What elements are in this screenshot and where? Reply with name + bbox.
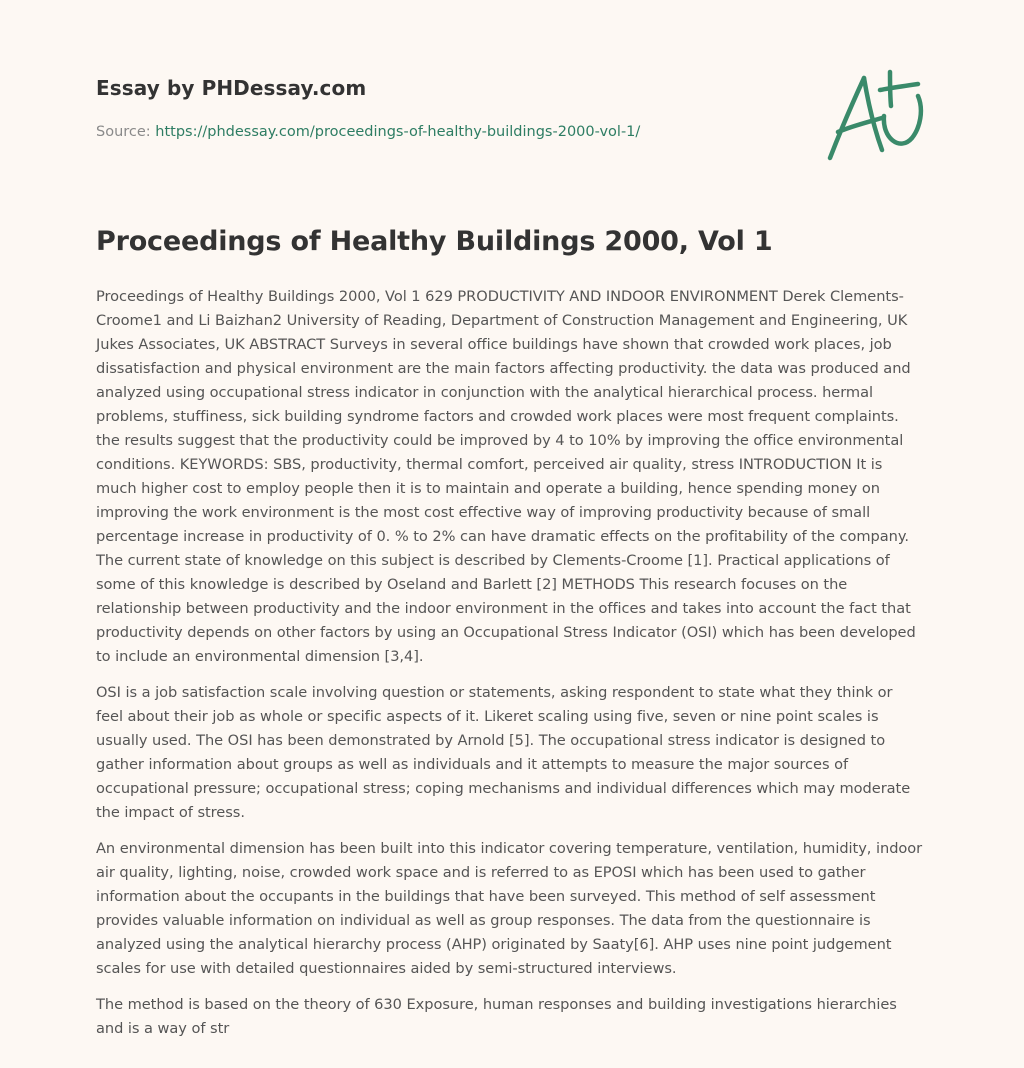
- source-line: [96, 124, 640, 140]
- essay-paragraph: The method is based on the theory of 630 Exposure, human responses and building investigations hierarchies and is a way of str: [96, 996, 897, 1037]
- essay-paragraph: An environmental dimension has been built into this indicator covering temperature, ventilation, humidity, indoor air quality, lighting, noise, crowded work space and is referred to as EPOSI which has been used to gather information about the occupants in the buildings that have been surveyed. This method of self assessment provides valuable information on individual as well as group responses. The data from the questionnaire is analyzed using the analytical hierarchy process (AHP) originated by Saaty[6]. AHP uses nine point judgement scales for use with detailed questionnaires aided by semi-structured interviews.: [96, 840, 923, 977]
- essay-paragraph: Proceedings of Healthy Buildings 2000, Vol 1 629 PRODUCTIVITY AND INDOOR ENVIRONMENT Derek Clements-Croome1 and Li Baizhan2 University of Reading, Department of Construction Management and Engineering, UK Jukes Associates, UK ABSTRACT Surveys in several office buildings have shown that crowded work places, job dissatisfaction and physical environment are the main factors affecting productivity. the data was produced and analyzed using occupational stress indicator in conjunction with the analytical hierarchical process. hermal problems, stuffiness, sick building syndrome factors and crowded work places were most frequent complaints. the results suggest that the productivity could be improved by 4 to 10% by improving the office environmental conditions. KEYWORDS: SBS, productivity, thermal comfort, perceived air quality, stress INTRODUCTION It is much higher cost to employ people then it is to maintain and operate a building, hence spending money on improving the work environment is the most cost effective way of improving productivity because of small percentage increase in productivity of 0. % to 2% can have dramatic effects on the profitability of the company. The current state of knowledge on this subject is described by Clements-Croome [1]. Practical applications of some of this knowledge is described by Oseland and Barlett [2] METHODS This research focuses on the relationship between productivity and the indoor environment in the offices and takes into account the fact that productivity depends on other factors by using an Occupational Stress Indicator (OSI) which has been developed to include an environmental dimension [3,4].: [96, 288, 916, 665]
- source-label: Source:: [96, 124, 156, 140]
- essay-body: [96, 285, 924, 1053]
- essay-paragraph: OSI is a job satisfaction scale involving question or statements, asking respondent to state what they think or feel about their job as whole or specific aspects of it. Likeret scaling using five, seven or nine point scales is usually used. The OSI has been demonstrated by Arnold [5]. The occupational stress indicator is designed to gather information about groups as well as individuals and it attempts to measure the major sources of occupational pressure; occupational stress; coping mechanisms and individual differences which may moderate the impact of stress.: [96, 684, 911, 821]
- site-brand: Essay by PHDessay.com: [96, 76, 367, 100]
- source-link[interactable]: https://phdessay.com/proceedings-of-healthy-buildings-2000-vol-1/: [155, 124, 641, 140]
- essay-title: Proceedings of Healthy Buildings 2000, Vol 1: [96, 226, 773, 257]
- a-plus-logo-icon: [824, 66, 928, 166]
